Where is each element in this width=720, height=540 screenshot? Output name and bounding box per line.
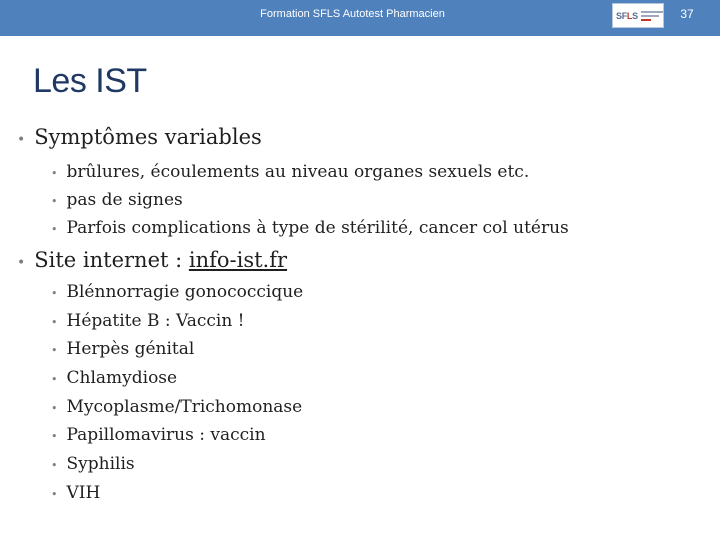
- bullet-icon: •: [51, 223, 58, 236]
- section-label: Symptômes variables: [34, 125, 262, 149]
- logo-text: SFLS: [616, 10, 638, 21]
- list-item: [51, 162, 529, 182]
- list-item: [51, 311, 245, 331]
- list-item-text: Chlamydiose: [66, 368, 178, 388]
- sfls-logo: [612, 3, 664, 28]
- header-title: Formation SFLS Autotest Pharmacien: [260, 8, 445, 20]
- list-item-text: pas de signes: [66, 190, 183, 210]
- list-item-text: VIH: [66, 483, 101, 503]
- bullet-icon: •: [51, 430, 58, 443]
- bullet-icon: •: [17, 255, 26, 271]
- bullet-icon: •: [51, 344, 58, 357]
- bullet-icon: •: [51, 195, 58, 208]
- bullet-icon: •: [51, 488, 58, 501]
- section-symptomes: [17, 125, 262, 149]
- bullet-icon: •: [51, 287, 58, 300]
- list-item: [51, 483, 100, 503]
- logo-lines: [641, 11, 663, 21]
- page-number: 37: [680, 7, 694, 21]
- list-item-text: Parfois complications à type de stérilité, cancer col utérus: [66, 218, 569, 238]
- bullet-icon: •: [17, 132, 26, 148]
- section-label: Site internet :: [34, 248, 189, 272]
- list-item: [51, 425, 266, 445]
- list-item: [51, 282, 303, 302]
- list-item: [51, 454, 135, 474]
- bullet-icon: •: [51, 316, 58, 329]
- list-item: [51, 339, 194, 359]
- list-item: [51, 397, 302, 417]
- list-item-text: Syphilis: [66, 454, 135, 474]
- list-item-text: Blénnorragie gonococcique: [66, 282, 304, 302]
- list-item-text: Hépatite B : Vaccin !: [66, 311, 245, 331]
- list-item-text: Herpès génital: [66, 339, 195, 359]
- list-item: [51, 218, 569, 238]
- slide-title: Les IST: [33, 62, 147, 100]
- list-item-text: Mycoplasme/Trichomonase: [66, 397, 303, 417]
- bullet-icon: •: [51, 373, 58, 386]
- bullet-icon: •: [51, 167, 58, 180]
- section-site-internet: [17, 248, 287, 272]
- list-item-text: Papillomavirus : vaccin: [66, 425, 266, 445]
- bullet-icon: •: [51, 459, 58, 472]
- list-item: [51, 368, 177, 388]
- info-ist-link[interactable]: info-ist.fr: [188, 248, 288, 272]
- bullet-icon: •: [51, 402, 58, 415]
- list-item: [51, 190, 183, 210]
- list-item-text: brûlures, écoulements au niveau organes sexuels etc.: [66, 162, 530, 182]
